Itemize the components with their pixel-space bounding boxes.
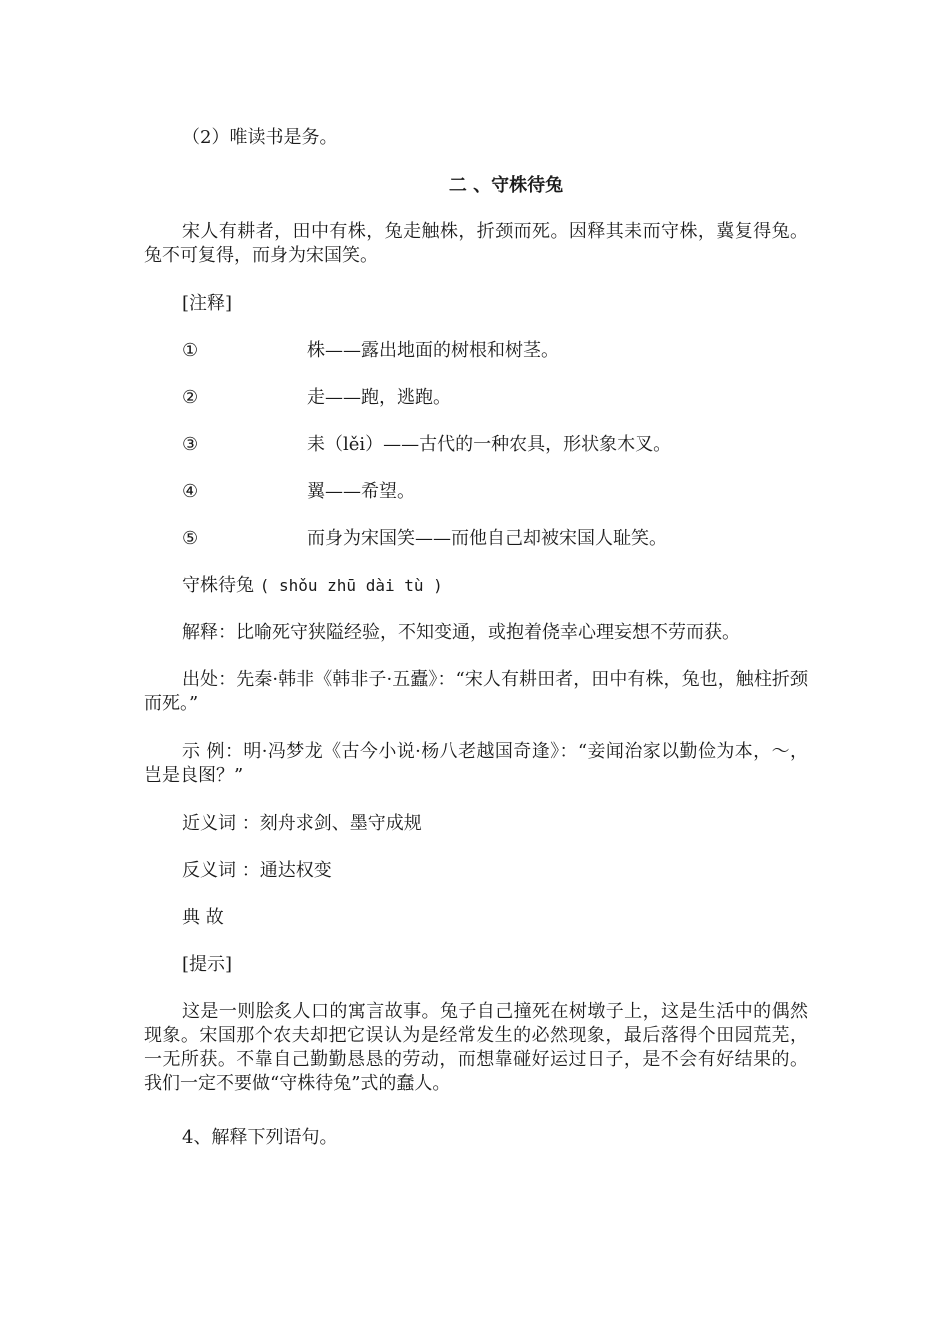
note-item-5 <box>144 527 808 551</box>
note-number: ③ <box>182 434 199 455</box>
idiom-title: 守株待兔 <box>182 575 254 596</box>
tips-heading: [提示] <box>182 954 233 975</box>
item-4-text: 4、解释下列语句。 <box>182 1127 338 1148</box>
note-number: ⑤ <box>182 528 199 549</box>
example-paragraph: 示 例：明·冯梦龙《古今小说·杨八老越国奇逢》：“妾闻治家以勤俭为本，～，岂是良图？” <box>144 741 808 786</box>
story-paragraph: 宋人有耕者，田中有株，兔走触株，折颈而死。因释其耒而守株，冀复得兔。兔不可复得，而身为宋国笑。 <box>144 221 808 266</box>
note-number: ② <box>182 387 199 408</box>
note-item-3 <box>144 433 808 457</box>
item-2-text: （2）唯读书是务。 <box>182 127 338 148</box>
note-number: ④ <box>182 481 199 502</box>
explanation-text: 解释：比喻死守狭隘经验，不知变通，或抱着侥幸心理妄想不劳而获。 <box>182 622 740 643</box>
note-item-1 <box>144 339 808 363</box>
note-text: 耒（lěi）——古代的一种农具，形状象木叉。 <box>307 434 672 455</box>
antonyms-text: 反义词 ：通达权变 <box>182 860 332 881</box>
note-item-4 <box>144 480 808 504</box>
note-text: 翼——希望。 <box>307 481 415 502</box>
note-text: 株——露出地面的树根和树茎。 <box>307 340 559 361</box>
notes-heading: [注释] <box>182 293 233 314</box>
tips-paragraph: 这是一则脍炙人口的寓言故事。兔子自己撞死在树墩子上，这是生活中的偶然现象。宋国那个农夫却把它误认为是经常发生的必然现象，最后落得个田园荒芜，一无所获。不靠自己勤勤恳恳的劳动，而想靠碰好运过日子，是不会有好结果的。我们一定不要做“守株待兔”式的蠢人。 <box>144 1001 808 1094</box>
section-title: 二 、守株待兔 <box>448 175 564 196</box>
note-number: ① <box>182 340 199 361</box>
note-text: 走——跑，逃跑。 <box>307 387 451 408</box>
note-text: 而身为宋国笑——而他自己却被宋国人耻笑。 <box>307 528 667 549</box>
source-paragraph: 出处：先秦·韩非《韩非子·五蠹》：“宋人有耕田者，田中有株，兔也，触柱折颈而死。” <box>144 669 808 714</box>
idiom-line <box>182 574 443 598</box>
allusion-heading: 典 故 <box>182 907 224 928</box>
synonyms-text: 近义词 ：刻舟求剑、墨守成规 <box>182 813 422 834</box>
note-item-2 <box>144 386 808 410</box>
idiom-pinyin: ( shǒu zhū dài tù ) <box>259 576 443 595</box>
